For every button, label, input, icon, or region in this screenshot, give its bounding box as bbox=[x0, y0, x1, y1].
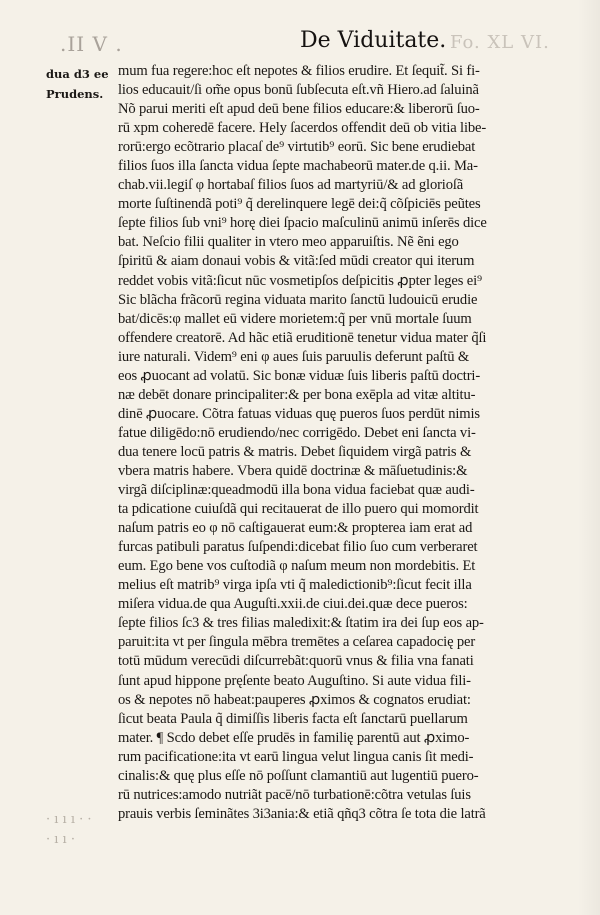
text-line: furcas patibuli paratus ſuſpendi:dicebat filio ſuo cum verberaret bbox=[118, 539, 478, 556]
marginal-notes bbox=[46, 64, 116, 104]
text-line: totū mūdum verecūdi diſcurrebãt:quorū vnus & filia vna fanati bbox=[118, 653, 474, 670]
text-line: ſepte filios ſub vni⁹ horę diei ſpacio maſculinū animū inſerēs dice bbox=[118, 215, 487, 232]
text-line: næ debēt donare principaliter:& per bona exēpla ad vitæ altitu- bbox=[118, 386, 476, 403]
text-line: dua tenere locū patris & matris. Debet ſiquidem virgã patris & bbox=[118, 443, 472, 460]
text-line: ſepte filios ſc3 & tres filias maledixit:& ſtatim ira dei ſup eos ap- bbox=[118, 615, 484, 632]
text-line: ſpiritū & aiam donaui vobis & vitã:ſed mūdi creator qui iterum bbox=[118, 253, 475, 270]
text-line: melius eſt matrib⁹ virga ipſa vti q̃ maledictionib⁹:ſicut fecit illa bbox=[118, 577, 472, 594]
text-line: dinē ꝓuocare. Cõtra fatuas viduas quę pueros ſuos perdūt nimis bbox=[118, 405, 480, 422]
text-line: lios educauit/ſi om̃e opus bonū ſubſecuta eſt.vñ Hiero.ad ſaluinã bbox=[118, 82, 479, 99]
text-line: Sic blãcha frãcorū regina viduata marito ſanctū ludouicū erudie bbox=[118, 291, 478, 308]
text-line: chab.vii.legiſ φ hortabaſ filios ſuos ad martyriū/& ad glorioſã bbox=[118, 177, 464, 194]
text-line: naſum patris eo φ nō caſtigauerat eum:& propterea iam erat ad bbox=[118, 520, 473, 537]
text-line: rum pacificatione:ita vt earū lingua velut lingua canis ſit medi- bbox=[118, 748, 474, 765]
text-line: iure naturali. Videm⁹ eni φ aues ſuis paruulis deferunt paſtū & bbox=[118, 348, 470, 365]
show-through-header: Fo. XL VI. bbox=[450, 32, 550, 53]
text-line: rū xpm coheredē facere. Hely ſacerdos offendit deū ob vitia libe- bbox=[118, 120, 487, 137]
main-text-block bbox=[118, 62, 580, 824]
text-line: miſera vidua.de qua Auguſti.xxii.de ciui.dei.quæ dece pueros: bbox=[118, 596, 468, 613]
text-line: mum fua regere:hoc eſt nepotes & filios erudire. Et ſequit̃. Si fi- bbox=[118, 63, 480, 79]
text-line: reddet vobis vitã:ſicut nūc vosmetipſos deſpicitis ꝓpter leges ei⁹ bbox=[118, 272, 482, 289]
text-line: Nõ parui meriti eſt apud deū bene filios educare:& liberorū ſuo- bbox=[118, 101, 480, 118]
text-line: vbera matris habere. Vbera quidē doctrinæ & māſuetudinis:& bbox=[118, 462, 468, 479]
text-line: ſicut beata Paula q̃ dimiſſis liberis facta eſt ſanctarū puellarum bbox=[118, 710, 468, 727]
text-line: prauis verbis ſeminãtes 3i3ania:& etiã qñq3 cõtra ſe tota die latrã bbox=[118, 805, 486, 822]
text-line: ſunt apud hippone pręſente beato Auguſtino. Si aute vidua fili- bbox=[118, 672, 471, 689]
text-line: virgã diſciplinæ:queadmodū illa bona vidua faciebat quæ audi- bbox=[118, 482, 475, 499]
running-title: De Viduitate. bbox=[300, 28, 447, 53]
text-line: bat/dicēs:φ mallet eū videre morietem:q̃ per vnū mortale ſuum bbox=[118, 310, 472, 327]
ghost-mark: · ı ı ı · · bbox=[46, 812, 92, 827]
text-line: morte ſuſtinendã poti⁹ q̃ derelinquere legē dei:q̃ cõſpiciēs peũtes bbox=[118, 196, 481, 213]
text-line: mater. ¶ Scdo debet eſſe prudēs in familię parentū aut ꝓximo- bbox=[118, 729, 470, 746]
text-line: os & nepotes nō habeat:pauperes ꝓximos & cognatos erudiat: bbox=[118, 691, 471, 708]
margin-note: dua d3 ee bbox=[46, 67, 109, 81]
page-header bbox=[0, 28, 600, 58]
text-line: offendere creatorē. Ad hãc etiã eruditionē tenetur vidua mater q̃ſi bbox=[118, 329, 487, 346]
text-line: rorū:ergo ecõtrario placaſ de⁹ virtutib⁹ eorū. Sic bene erudiebat bbox=[118, 139, 476, 156]
ghost-mark: · ı ı · bbox=[46, 832, 75, 847]
text-line: ta pdicatione cuiuſdã qui recitauerat de illo puero qui momordit bbox=[118, 501, 479, 518]
text-line: cinalis:& quę plus eſſe nō poſſunt clamantiū aut lugentiū puero- bbox=[118, 767, 479, 784]
folio-number: .II V . bbox=[60, 32, 123, 56]
show-through-marks bbox=[46, 810, 116, 850]
text-line: eum. Ego bene vos cuſtodiã φ naſum meum non mordebitis. Et bbox=[118, 558, 476, 575]
text-line: paruit:ita vt per ſingula mēbra tremētes a ceſarea capadocię per bbox=[118, 634, 476, 651]
text-line: bat. Neſcio filii qualiter in vtero meo apparuiſtis. Nẽ ẽni ego bbox=[118, 234, 459, 251]
text-line: fatue diligēdo:nō erudiendo/nec corrigēdo. Debet eni ſancta vi- bbox=[118, 424, 476, 441]
margin-note: Prudens. bbox=[46, 87, 104, 101]
text-line: rū nutrices:amodo nutriãt pacē/nō turbationē:cõtra vetulas ſuis bbox=[118, 786, 471, 803]
text-line: filios ſuos illa ſancta vidua ſepte machabeorū mater.de q.ii. Ma- bbox=[118, 158, 478, 175]
text-line: eos ꝓuocant ad volatū. Sic bonæ viduæ ſuis liberis paſtū doctri- bbox=[118, 367, 481, 384]
page-edge-shading bbox=[578, 0, 600, 915]
